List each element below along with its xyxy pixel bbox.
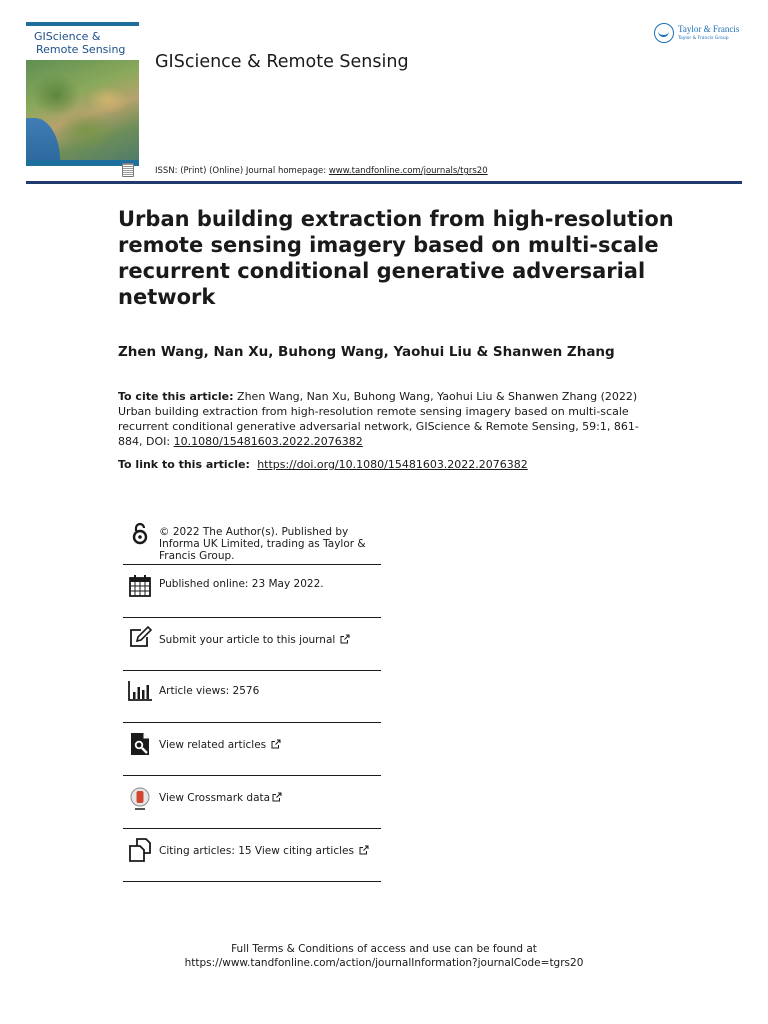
citing-row[interactable] [123,829,381,882]
related-row[interactable] [123,723,381,776]
cover-barcode-icon [122,163,134,177]
crossmark-text[interactable] [159,792,282,804]
views-row [123,671,381,723]
bar-chart-icon [127,678,153,704]
crossmark-row[interactable] [123,776,381,829]
submit-row[interactable] [123,618,381,671]
cite-label: To cite this article: [118,390,234,403]
calendar-icon [127,573,153,599]
publisher-subname: Taylor & Francis Group [678,36,729,41]
article-link-line [118,458,528,471]
citing-label: Citing articles: 15 View citing articles [159,845,354,857]
external-link-icon [272,792,282,802]
open-access-icon [127,521,153,547]
cite-text: Zhen Wang, Nan Xu, Buhong Wang, Yaohui Liu & Shanwen Zhang (2022) Urban building extraction from high-resolution remote sensing imagery based on multi-scale recurrent conditional generative adversarial network, GIScience & Remote Sensing, 59:1, 861-884, DOI: [118,390,639,448]
crossmark-label: View Crossmark data [159,792,271,804]
published-text: Published online: 23 May 2022. [159,578,324,590]
open-access-text: © 2022 The Author(s). Published by Informa UK Limited, trading as Taylor & Francis Group. [159,526,366,562]
journal-cover-image [26,60,139,160]
related-articles-icon [127,731,153,757]
cover-title-line1: GIScience & [34,30,101,43]
related-text[interactable] [159,739,281,751]
external-link-icon [340,634,350,644]
publisher-name: Taylor & Francis [678,24,740,34]
taylor-francis-logo-icon [654,23,674,43]
terms-url[interactable]: https://www.tandfonline.com/action/journalInformation?journalCode=tgrs20 [184,957,584,969]
article-info-list [123,520,381,882]
crossmark-icon [127,786,153,812]
issn-homepage-line [155,166,488,176]
issn-prefix: ISSN: (Print) (Online) Journal homepage: [155,166,329,176]
header-divider [26,181,742,184]
citing-articles-icon [127,837,153,863]
terms-line1: Full Terms & Conditions of access and use can be found at [231,943,537,955]
cover-title-line2: Remote Sensing [36,43,126,56]
external-link-icon [271,739,281,749]
submit-label: Submit your article to this journal [159,634,336,646]
open-access-row [123,520,381,565]
citation-block [118,389,658,449]
published-row [123,565,381,618]
cite-doi-link[interactable]: 10.1080/15481603.2022.2076382 [173,435,363,448]
terms-footer [0,942,768,970]
link-label: To link to this article: [118,458,254,471]
doi-link[interactable]: https://doi.org/10.1080/15481603.2022.2076382 [257,458,528,471]
external-link-icon [359,845,369,855]
edit-icon [127,625,153,651]
taylor-francis-logo[interactable] [654,22,750,46]
journal-title: GIScience & Remote Sensing [155,52,409,72]
journal-homepage-link[interactable]: www.tandfonline.com/journals/tgrs20 [328,166,488,176]
views-text: Article views: 2576 [159,685,260,697]
related-label: View related articles [159,739,267,751]
citing-text[interactable] [159,845,369,857]
article-authors: Zhen Wang, Nan Xu, Buhong Wang, Yaohui Liu & Shanwen Zhang [118,344,615,360]
submit-text[interactable] [159,634,350,646]
cover-top-bar [26,22,139,26]
journal-cover [26,22,139,178]
article-title: Urban building extraction from high-resolution remote sensing imagery based on multi-scale recurrent conditional generative adversarial network [118,207,674,309]
